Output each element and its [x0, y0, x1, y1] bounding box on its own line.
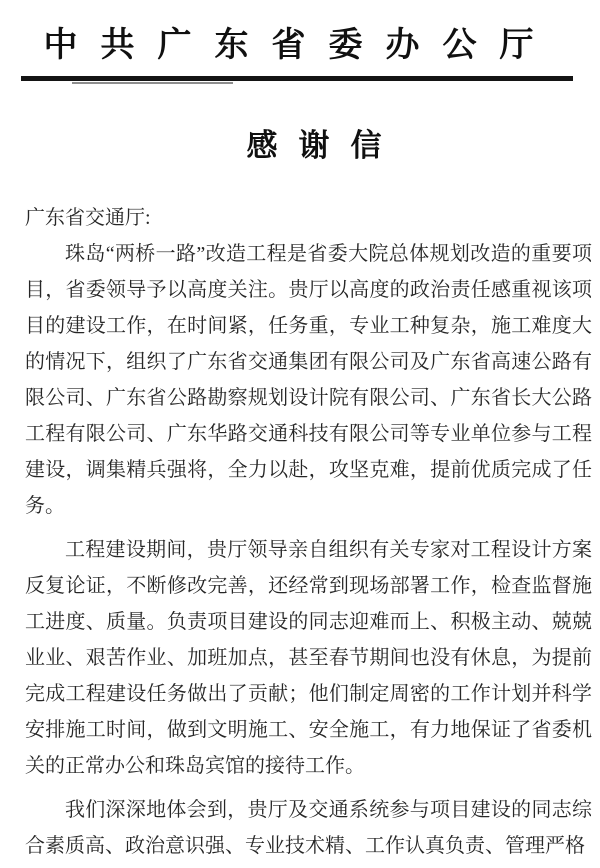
letterhead-divider-scan-artifact: [72, 82, 233, 84]
letter-title: 感谢信: [246, 128, 403, 163]
letterhead-divider: [21, 76, 573, 81]
body-paragraph-truncated: 我们深深地体会到，贵厅及交通系统参与项目建设的同志综合素质高、政治意识强、专业技术精、工作认真负责、管理严格: [25, 799, 592, 857]
body-paragraph: 工程建设期间，贵厅领导亲自组织有关专家对工程设计方案反复论证，不断修改完善，还经常到现场部署工作，检查监督施工进度、质量。负责项目建设的同志迎难而上、积极主动、兢兢业业、艰苦作业、加班加点，甚至春节期间也没有休息，为提前完成工程建设任务做出了贡献；他们制定周密的工作计划并科学安排施工时间，做到文明施工、安全施工，有力地保证了省委机关的正常办公和珠岛宾馆的接待工作。: [25, 539, 592, 777]
letter-content: [25, 128, 592, 864]
letter-body: [25, 236, 592, 864]
salutation: 广东省交通厅:: [25, 207, 151, 229]
body-paragraph: 珠岛“两桥一路”改造工程是省委大院总体规划改造的重要项目，省委领导予以高度关注。贵厅以高度的政治责任感重视该项目的建设工作，在时间紧，任务重，专业工种复杂，施工难度大的情况下，组织了广东省交通集团有限公司及广东省高速公路有限公司、广东省公路勘察规划设计院有限公司、广东省长大公路工程有限公司、广东华路交通科技有限公司等专业单位参与工程建设，调集精兵强将，全力以赴，攻坚克难，提前优质完成了任务。: [25, 243, 592, 517]
letterhead-title: 中共广东省委办公厅: [43, 27, 557, 64]
